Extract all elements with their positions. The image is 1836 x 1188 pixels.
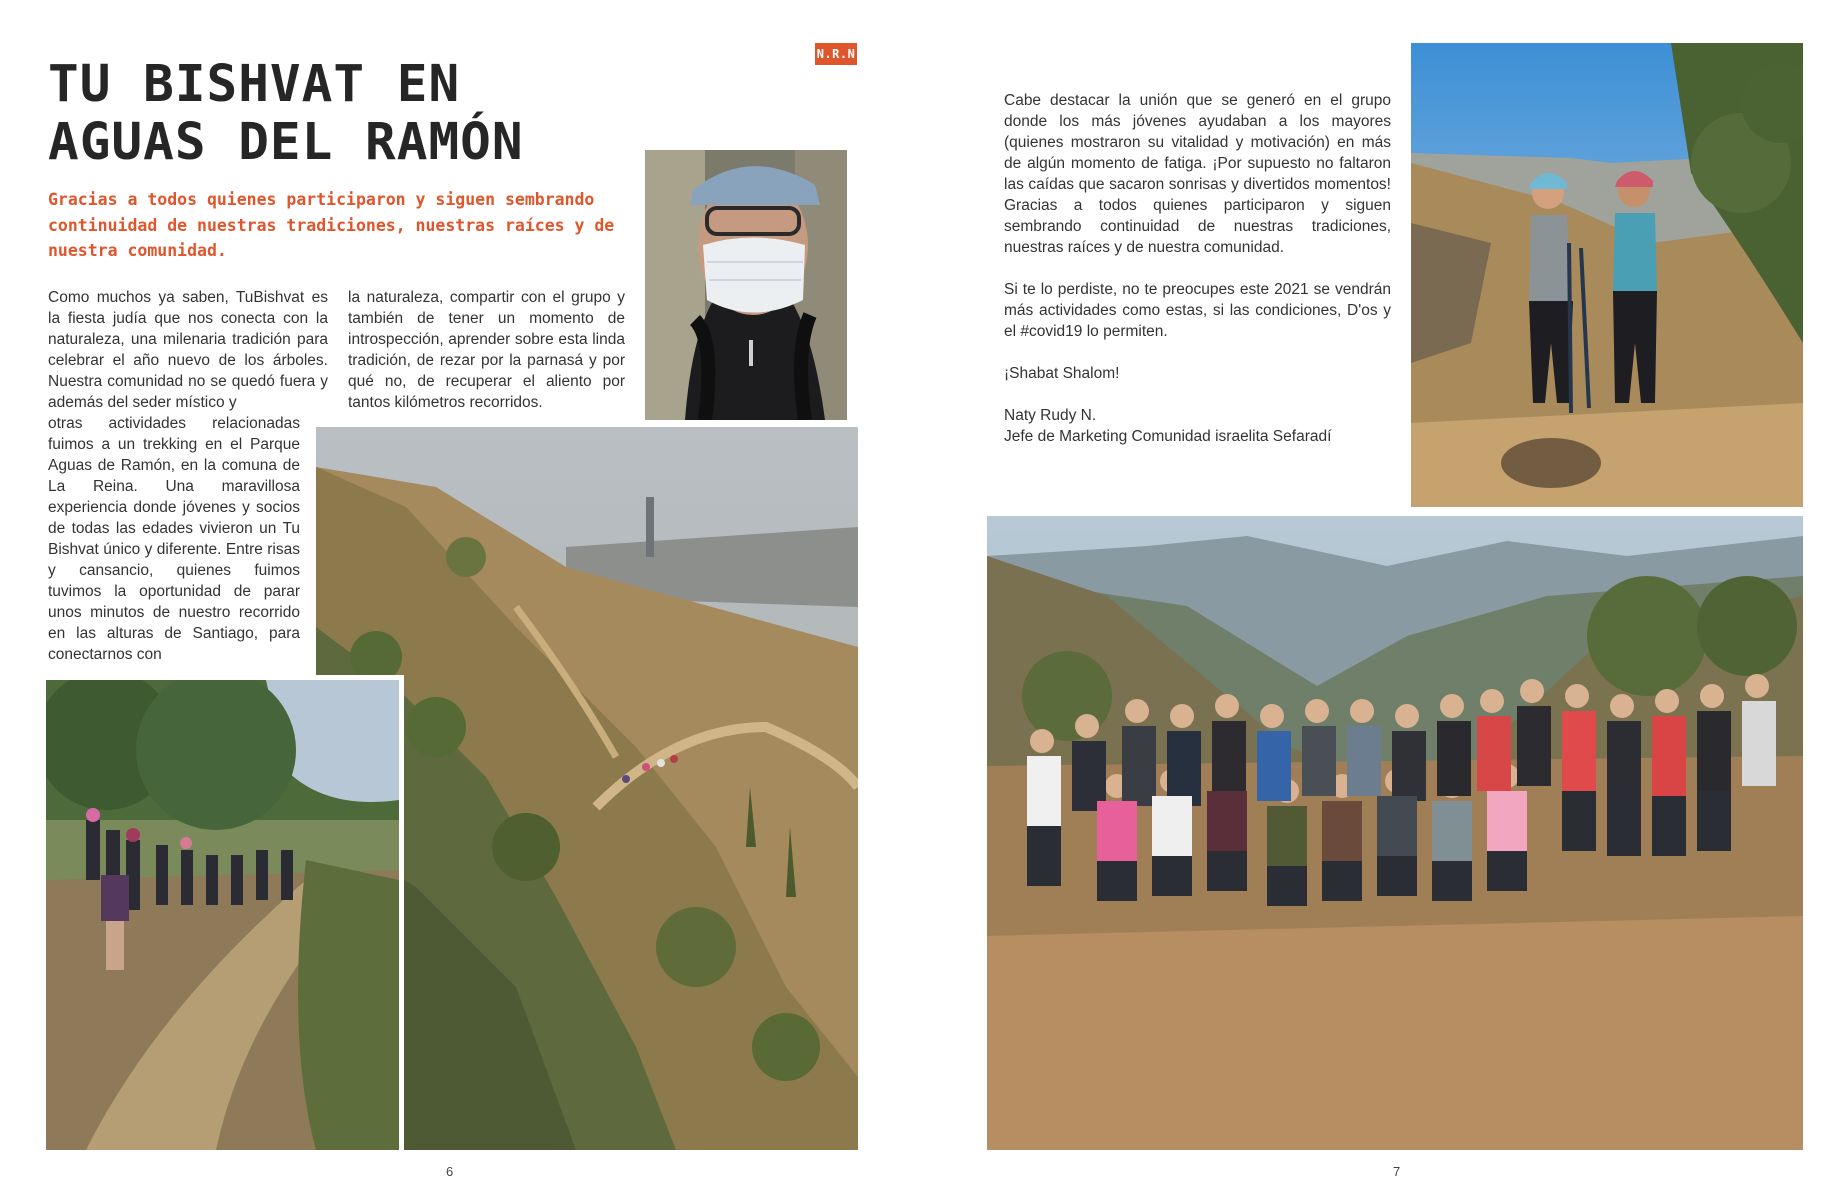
body-column-right <box>1004 90 1391 447</box>
article-subtitle: Gracias a todos quienes participaron y siguen sembrando continuidad de nuestras tradiciones, nuestras raíces y de nuestra comunidad. <box>48 190 615 260</box>
page-number-right: 7 <box>1393 1164 1401 1179</box>
magazine-badge: N.R.N <box>815 43 857 65</box>
author-name: Naty Rudy N. <box>1004 407 1097 424</box>
page-number-left: 6 <box>446 1164 454 1179</box>
paragraph-union: Cabe destacar la unión que se generó en el grupo donde los más jóvenes ayudaban a los mayores (quienes mostraron su vitalidad y motivación) en más de algún momento de fatiga. ¡Por supuesto no faltaron las caídas que sacaron sonrisas y divertidos momentos! Gracias a todos quienes participaron y siguen sembrando continuidad de nuestras tradiciones, nuestras raíces y de nuestra comunidad. <box>1004 92 1391 256</box>
body-column-1-bottom: otras actividades relacionadas fuimos a un trekking en el Parque Aguas de Ramón, en la comuna de La Reina. Una maravillosa experiencia donde jóvenes y socios de todas las edades vivieron un Tu Bishvat único y diferente. Entre risas y cansancio, quienes fuimos tuvimos la oportunidad de parar unos minutos de nuestro recorrido en las alturas de Santiago, para conectarnos con <box>48 415 300 663</box>
right-page <box>918 0 1836 1188</box>
author-role: Jefe de Marketing Comunidad israelita Sefaradí <box>1004 428 1332 445</box>
two-hikers-photo <box>1411 43 1803 507</box>
group-hikers-photo <box>987 516 1803 1150</box>
greeting: ¡Shabat Shalom! <box>1004 365 1120 382</box>
selfie-masked-hiker-photo <box>645 150 847 420</box>
article-title: TU BISHVAT EN AGUAS DEL RAMÓN <box>48 55 524 172</box>
paragraph-upcoming: Si te lo perdiste, no te preocupes este 2021 se vendrán más actividades como estas, si las condiciones, D'os y el #covid19 lo permiten. <box>1004 281 1391 340</box>
group-on-trail-photo <box>41 675 404 1155</box>
body-column-2: la naturaleza, compartir con el grupo y también de tener un momento de introspección, aprender sobre esta linda tradición, de rezar por la parnasá y por qué no, de recuperar el aliento por tantos kilómetros recorridos. <box>348 289 625 411</box>
body-column-1-top: Como muchos ya saben, TuBishvat es la fiesta judía que nos conecta con la naturaleza, una milenaria tradición para celebrar el año nuevo de los árboles. Nuestra comunidad no se quedó fuera y además del seder místico y <box>48 289 328 411</box>
